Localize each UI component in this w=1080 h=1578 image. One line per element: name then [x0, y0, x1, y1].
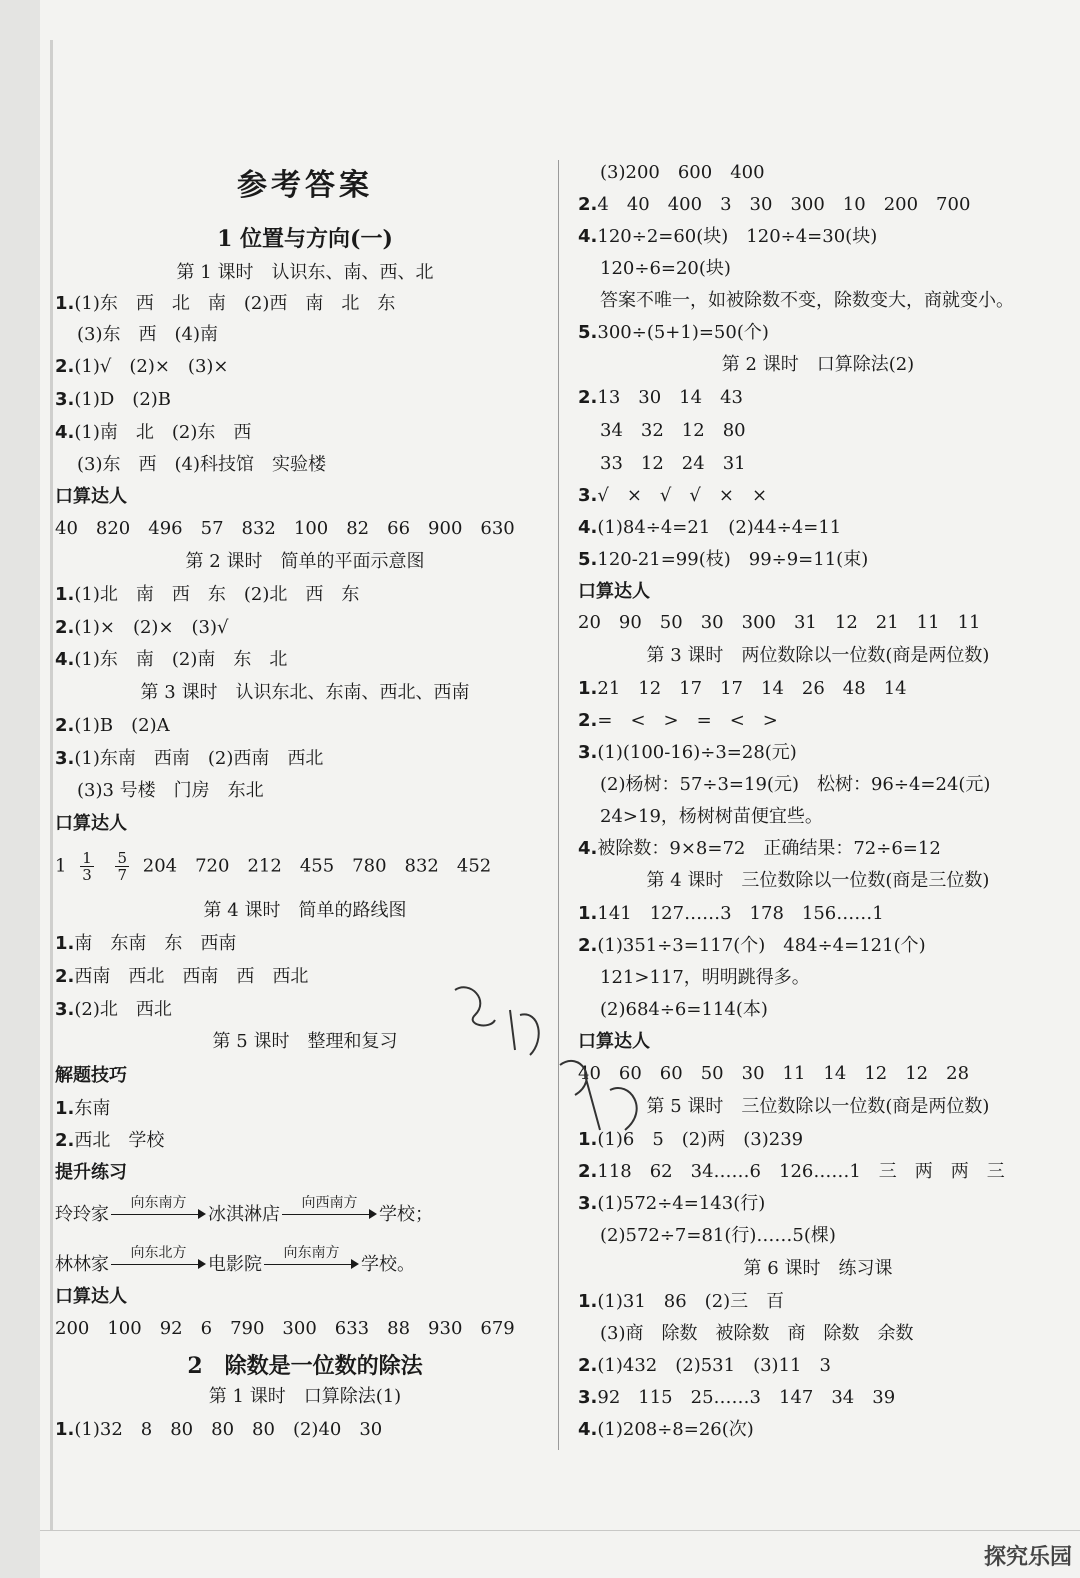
answer-line: 5.120-21=99(枝) 99÷9=11(束): [578, 549, 869, 570]
route-node: 林林家: [55, 1254, 109, 1275]
route-node: 玲玲家: [55, 1204, 109, 1225]
answer-line: 3.92 115 25……3 147 34 39: [578, 1387, 896, 1408]
section-heading-oral: 口算达人: [578, 1031, 650, 1052]
section-heading-oral: 口算达人: [55, 486, 127, 507]
oral-answers-with-fractions: 1 $\frac{1}{3}$ $\frac{5}{7}$ 204 720 212 455 780 832 452: [55, 849, 492, 884]
answer-line: 2.(1)432 (2)531 (3)11 3: [578, 1355, 831, 1376]
page-title: 参考答案: [237, 168, 373, 203]
route-diagram-1: [55, 1192, 433, 1226]
oral-answers: 200 100 92 6 790 300 633 88 930 679: [55, 1318, 515, 1339]
answer-line: 4.120÷2=60(块) 120÷4=30(块): [578, 226, 878, 247]
answer-line: 4.(1)208÷8=26(次): [578, 1419, 754, 1440]
section-heading-tips: 解题技巧: [55, 1065, 127, 1086]
answer-line: (3)东 西 (4)科技馆 实验楼: [77, 454, 326, 475]
answer-line: (3)东 西 (4)南: [77, 324, 218, 345]
answer-line: 1.(1)32 8 80 80 80 (2)40 30: [55, 1419, 383, 1440]
answer-line: (3)200 600 400: [600, 162, 765, 183]
answer-line: 120÷6=20(块): [600, 258, 731, 279]
section-heading-oral: 口算达人: [55, 1286, 127, 1307]
answer-line: 2.= < > = < >: [578, 710, 778, 731]
answer-line: (2)572÷7=81(行)……5(棵): [600, 1225, 836, 1246]
answer-line: 2.4 40 400 3 30 300 10 200 700: [578, 194, 971, 215]
answer-line: 答案不唯一，如被除数不变，除数变大，商就变小。: [600, 290, 1014, 311]
lesson-title: 第 5 课时 三位数除以一位数(商是两位数): [646, 1096, 990, 1117]
answer-line: 4.(1)东 南 (2)南 东 北: [55, 649, 288, 670]
lesson-title: 第 2 课时 简单的平面示意图: [185, 551, 425, 572]
route-node: 学校；: [379, 1204, 433, 1225]
route-arrow: 向东南方: [111, 1192, 206, 1226]
lesson-title: 第 2 课时 口算除法(2): [721, 354, 915, 375]
answer-line: 1.(1)31 86 (2)三 百: [578, 1291, 785, 1312]
lesson-title: 第 1 课时 认识东、南、西、北: [176, 262, 434, 283]
answer-line: 3.(1)(100-16)÷3=28(元): [578, 742, 797, 763]
answer-line: 1.21 12 17 17 14 26 48 14: [578, 678, 907, 699]
lesson-title: 第 3 课时 两位数除以一位数(商是两位数): [646, 645, 990, 666]
lesson-title: 第 3 课时 认识东北、东南、西北、西南: [140, 682, 470, 703]
section-heading-oral: 口算达人: [55, 813, 127, 834]
answer-line: 2.西北 学校: [55, 1130, 165, 1151]
answer-line: 3.(1)572÷4=143(行): [578, 1193, 766, 1214]
route-arrow: 向西南方: [282, 1192, 377, 1226]
fraction-one-third: $\frac{1}{3}$: [82, 849, 92, 884]
answer-line: (2)杨树：57÷3=19(元) 松树：96÷4=24(元): [600, 774, 991, 795]
route-node: 学校。: [361, 1254, 415, 1275]
lesson-title: 第 4 课时 简单的路线图: [203, 900, 407, 921]
answer-line: 1.141 127……3 178 156……1: [578, 903, 884, 924]
route-node: 冰淇淋店: [208, 1204, 280, 1225]
unit1-title: 1 位置与方向(一): [217, 226, 393, 252]
answer-line: 2.(1)B (2)A: [55, 715, 170, 736]
answer-line: 3.(2)北 西北: [55, 999, 172, 1020]
answer-line: 2.13 30 14 43: [578, 387, 743, 408]
lesson-title: 第 6 课时 练习课: [743, 1258, 893, 1279]
answer-line: 3.(1)D (2)B: [55, 389, 172, 410]
section-heading-oral: 口算达人: [578, 581, 650, 602]
answer-line: 2.西南 西北 西南 西 西北: [55, 966, 309, 987]
page-bottom-rule: [40, 1530, 1080, 1531]
answer-line: 2.(1)√ (2)× (3)×: [55, 356, 229, 377]
unit2-title: 2 除数是一位数的除法: [187, 1353, 423, 1379]
route-arrow: 向东南方: [264, 1242, 359, 1276]
oral-answers: 40 60 60 50 30 11 14 12 12 28: [578, 1063, 970, 1084]
lesson-title: 第 5 课时 整理和复习: [212, 1031, 398, 1052]
answer-line: (3)商 除数 被除数 商 除数 余数: [600, 1323, 914, 1344]
answer-line: 34 32 12 80: [600, 420, 746, 441]
answer-line: 24>19，杨树树苗便宜些。: [600, 806, 823, 827]
answer-line: 4.被除数：9×8=72 正确结果：72÷6=12: [578, 838, 941, 859]
section-heading-practice: 提升练习: [55, 1162, 127, 1183]
fraction-five-sevenths: $\frac{5}{7}$: [117, 849, 128, 884]
route-diagram-2: [55, 1242, 415, 1276]
answer-line: (2)684÷6=114(本): [600, 999, 768, 1020]
answer-line: 1.(1)北 南 西 东 (2)北 西 东: [55, 584, 360, 605]
route-arrow: 向东北方: [111, 1242, 206, 1276]
answer-line: 3.(1)东南 西南 (2)西南 西北: [55, 748, 324, 769]
answer-line: 1.南 东南 东 西南: [55, 933, 237, 954]
column-separator: [558, 160, 559, 1450]
answer-line: 3.√ × √ √ × ×: [578, 485, 768, 506]
answer-line: 2.118 62 34……6 126……1 三 两 两 三: [578, 1161, 1005, 1182]
handwritten-scribble: [450, 980, 680, 1150]
answer-line: 2.(1)351÷3=117(个) 484÷4=121(个): [578, 935, 926, 956]
oral-answers: 40 820 496 57 832 100 82 66 900 630: [55, 518, 515, 539]
answer-line: 121>117，明明跳得多。: [600, 967, 810, 988]
answer-line: (3)3 号楼 门房 东北: [77, 780, 264, 801]
answer-line: 5.300÷(5+1)=50(个): [578, 322, 769, 343]
answer-line: 33 12 24 31: [600, 453, 746, 474]
page-footer: 探究乐园: [983, 1545, 1072, 1570]
answer-line: 1.东南: [55, 1098, 111, 1119]
lesson-title: 第 4 课时 三位数除以一位数(商是三位数): [646, 870, 990, 891]
lesson-title: 第 1 课时 口算除法(1): [208, 1386, 402, 1407]
answer-line: 1.(1)6 5 (2)两 (3)239: [578, 1129, 804, 1150]
answer-line: 1.(1)东 西 北 南 (2)西 南 北 东: [55, 293, 396, 314]
answer-line: 2.(1)× (2)× (3)√: [55, 617, 229, 638]
answer-line: 4.(1)84÷4=21 (2)44÷4=11: [578, 517, 842, 538]
oral-answers: 20 90 50 30 300 31 12 21 11 11: [578, 612, 981, 633]
answer-line: 4.(1)南 北 (2)东 西: [55, 422, 252, 443]
route-node: 电影院: [208, 1254, 262, 1275]
